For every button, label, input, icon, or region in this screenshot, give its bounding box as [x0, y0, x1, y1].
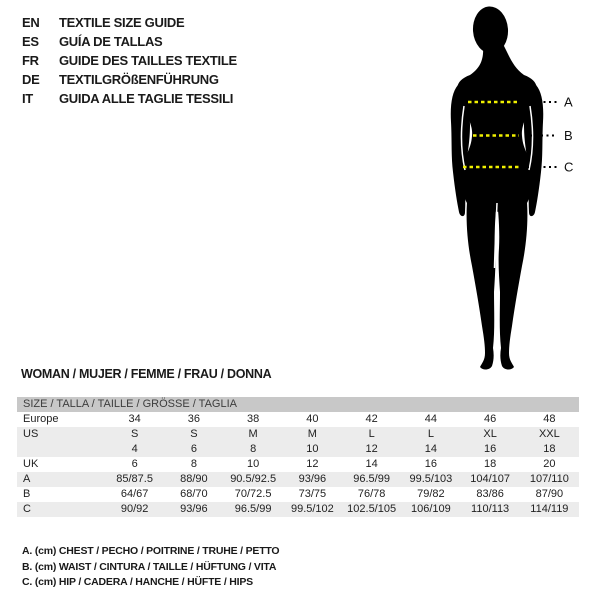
size-cell: 96.5/99: [224, 502, 283, 517]
size-cell: 76/78: [357, 488, 386, 500]
size-cell: 16: [424, 458, 437, 470]
marker-label-a: A: [564, 94, 573, 110]
size-cell: 73/75: [298, 488, 327, 500]
size-cell: 20: [543, 458, 556, 470]
row-label: A: [17, 472, 105, 487]
size-cell: 79/82: [417, 488, 445, 500]
size-cell: 68/70: [180, 488, 208, 500]
size-cell: S: [164, 427, 223, 442]
row-label: C: [17, 502, 105, 517]
size-cell: 8: [224, 442, 283, 457]
woman-silhouette-figure: [380, 0, 600, 390]
language-row-de: [22, 70, 237, 89]
row-label: US: [17, 427, 105, 442]
language-code: EN: [22, 15, 40, 30]
size-cell: 85/87.5: [105, 472, 164, 487]
size-cell: 104/107: [461, 472, 520, 487]
size-cell: S: [105, 427, 164, 442]
size-cell: L: [342, 427, 401, 442]
marker-label-c: C: [564, 159, 574, 175]
row-label: Europe: [23, 413, 59, 425]
legend-line-waist: B. (cm) WAIST / CINTURA / TAILLE / HÜFTUNG / VITA: [22, 560, 277, 573]
table-row-waist: [17, 487, 579, 502]
guide-title: TEXTILE SIZE GUIDE: [59, 15, 185, 30]
size-cell: 99.5/103: [401, 472, 460, 487]
size-cell: 36: [187, 413, 200, 425]
size-cell: 90/92: [105, 502, 164, 517]
size-cell: L: [401, 427, 460, 442]
size-cell: 12: [342, 442, 401, 457]
table-row-us-numeric: [17, 442, 579, 457]
size-cell: 99.5/102: [283, 502, 342, 517]
guide-title: TEXTILGRÖßENFÜHRUNG: [59, 72, 219, 87]
size-cell: XXL: [520, 427, 579, 442]
size-cell: 10: [247, 458, 260, 470]
size-cell: 114/119: [520, 502, 579, 517]
size-cell: 70/72.5: [234, 488, 272, 500]
language-row-fr: [22, 51, 237, 70]
size-cell: 6: [131, 458, 138, 470]
table-row-chest: [17, 472, 579, 487]
legend-line-chest: A. (cm) CHEST / PECHO / POITRINE / TRUHE / PETTO: [22, 545, 280, 557]
size-cell: 14: [401, 442, 460, 457]
size-cell: 6: [164, 442, 223, 457]
size-cell: 110/113: [461, 502, 520, 517]
size-cell: 12: [306, 458, 319, 470]
size-cell: 38: [247, 413, 260, 425]
language-row-en: [22, 13, 237, 32]
size-cell: 42: [365, 413, 378, 425]
size-cell: 18: [520, 442, 579, 457]
size-cell: XL: [461, 427, 520, 442]
row-label: UK: [23, 458, 39, 470]
table-row-europe: [17, 412, 579, 427]
row-label: B: [23, 488, 31, 500]
row-label: [17, 442, 105, 457]
language-code: FR: [22, 53, 39, 68]
size-cell: 83/86: [476, 488, 504, 500]
size-cell: 87/90: [535, 488, 564, 500]
size-cell: 40: [306, 413, 319, 425]
measurement-legend: [22, 544, 279, 591]
size-table-header-row: [17, 397, 579, 412]
size-cell: 93/96: [283, 472, 342, 487]
language-row-es: [22, 32, 237, 51]
size-cell: 102.5/105: [342, 502, 401, 517]
silhouette-right-leg: [497, 192, 527, 370]
language-title-block: [22, 13, 237, 108]
marker-label-b: B: [564, 128, 573, 143]
language-row-it: [22, 89, 237, 108]
size-cell: 96.5/99: [342, 472, 401, 487]
size-table: [17, 397, 579, 517]
size-table-header: SIZE / TALLA / TAILLE / GRÖSSE / TAGLIA: [17, 397, 579, 412]
size-cell: 34: [128, 413, 141, 425]
language-code: DE: [22, 72, 40, 87]
guide-title: GUIDE DES TAILLES TEXTILE: [59, 53, 237, 68]
guide-title: GUÍA DE TALLAS: [59, 34, 163, 49]
size-cell: 48: [543, 413, 556, 425]
table-row-hip: [17, 502, 579, 517]
table-row-uk: [17, 457, 579, 472]
size-cell: M: [283, 427, 342, 442]
section-title-woman: WOMAN / MUJER / FEMME / FRAU / DONNA: [21, 367, 272, 381]
size-cell: 64/67: [120, 488, 149, 500]
size-cell: 44: [424, 413, 437, 425]
size-cell: 4: [105, 442, 164, 457]
size-cell: 8: [190, 458, 197, 470]
table-row-us: [17, 427, 579, 442]
size-cell: 90.5/92.5: [224, 472, 283, 487]
size-cell: 106/109: [401, 502, 460, 517]
language-code: ES: [22, 34, 39, 49]
size-cell: 14: [365, 458, 378, 470]
size-cell: 46: [484, 413, 497, 425]
size-cell: 93/96: [164, 502, 223, 517]
language-code: IT: [22, 91, 33, 106]
guide-title: GUIDA ALLE TAGLIE TESSILI: [59, 91, 234, 106]
size-cell: 107/110: [520, 472, 579, 487]
size-cell: 88/90: [164, 472, 223, 487]
size-cell: 10: [283, 442, 342, 457]
size-cell: M: [224, 427, 283, 442]
legend-line-hip: C. (cm) HIP / CADERA / HANCHE / HÜFTE / HIPS: [22, 576, 253, 588]
size-cell: 18: [484, 458, 497, 470]
silhouette-left-leg: [467, 192, 497, 370]
size-cell: 16: [461, 442, 520, 457]
